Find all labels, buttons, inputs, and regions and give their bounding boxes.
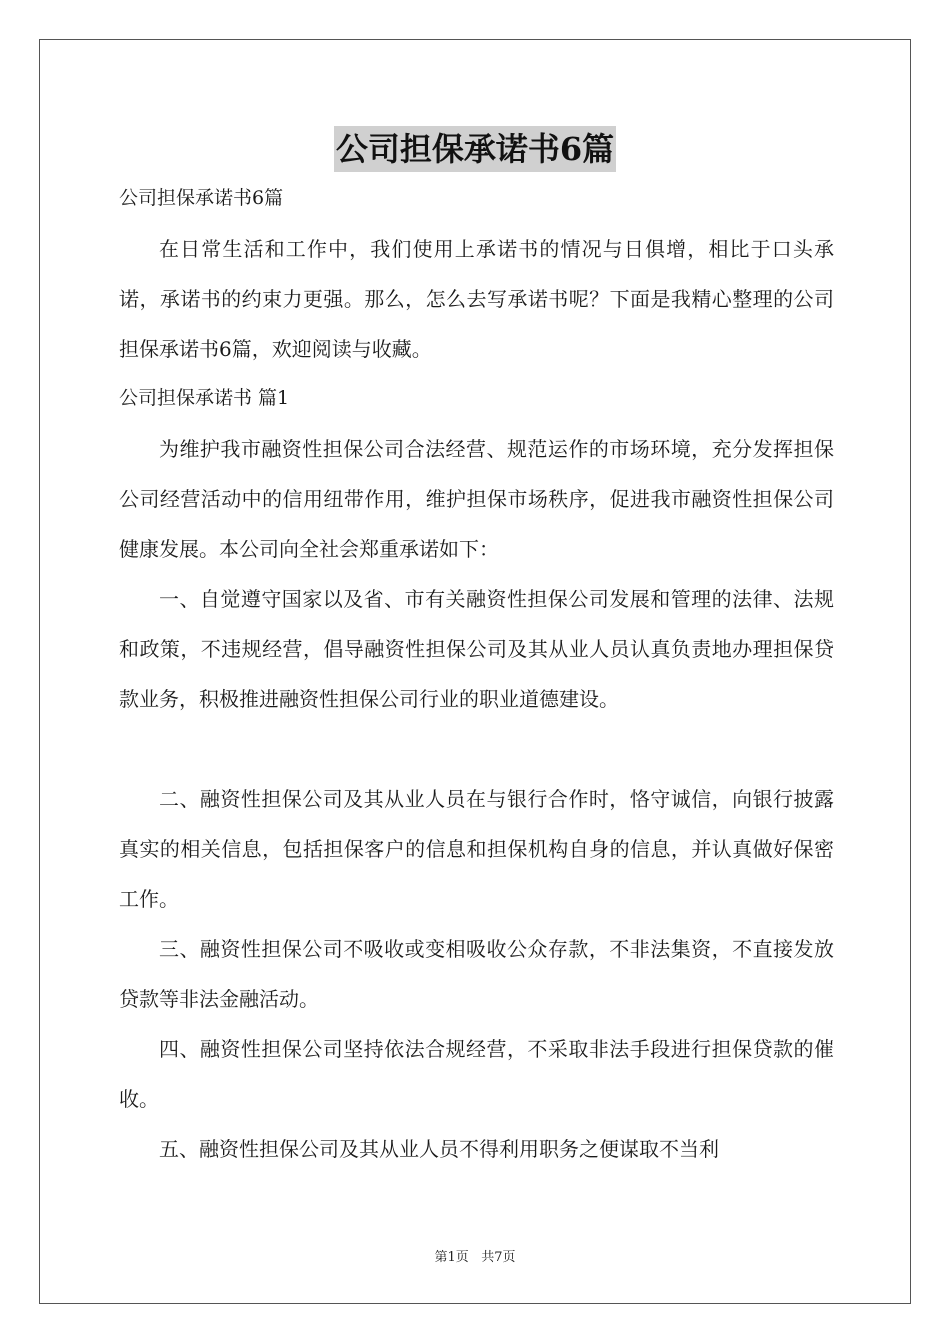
section-heading: 公司担保承诺书 篇1	[119, 387, 290, 409]
title-container	[0, 126, 950, 172]
document-subtitle: 公司担保承诺书6篇	[119, 187, 284, 209]
page-footer	[0, 1246, 950, 1265]
body-paragraph-4: 三、融资性担保公司不吸收或变相吸收公众存款，不非法集资，不直接发放贷款等非法金融活动。	[119, 937, 834, 1011]
document-title: 公司担保承诺书6篇	[334, 126, 616, 172]
intro-paragraph: 在日常生活和工作中，我们使用上承诺书的情况与日俱增，相比于口头承诺，承诺书的约束力更强。那么，怎么去写承诺书呢？下面是我精心整理的公司担保承诺书6篇，欢迎阅读与收藏。	[119, 237, 834, 361]
body-paragraph-2: 一、自觉遵守国家以及省、市有关融资性担保公司发展和管理的法律、法规和政策，不违规经营，倡导融资性担保公司及其从业人员认真负责地办理担保贷款业务，积极推进融资性担保公司行业的职业道德建设。	[119, 587, 834, 711]
body-paragraph-3: 二、融资性担保公司及其从业人员在与银行合作时，恪守诚信，向银行披露真实的相关信息，包括担保客户的信息和担保机构自身的信息，并认真做好保密工作。	[119, 787, 834, 911]
page-number: 第1页	[434, 1250, 469, 1265]
page-total: 共7页	[481, 1250, 516, 1265]
body-paragraph-1: 为维护我市融资性担保公司合法经营、规范运作的市场环境，充分发挥担保公司经营活动中的信用纽带作用，维护担保市场秩序，促进我市融资性担保公司健康发展。本公司向全社会郑重承诺如下：	[119, 437, 834, 561]
body-paragraph-6: 五、融资性担保公司及其从业人员不得利用职务之便谋取不当利	[159, 1137, 719, 1161]
body-paragraph-5: 四、融资性担保公司坚持依法合规经营，不采取非法手段进行担保贷款的催收。	[119, 1037, 834, 1111]
